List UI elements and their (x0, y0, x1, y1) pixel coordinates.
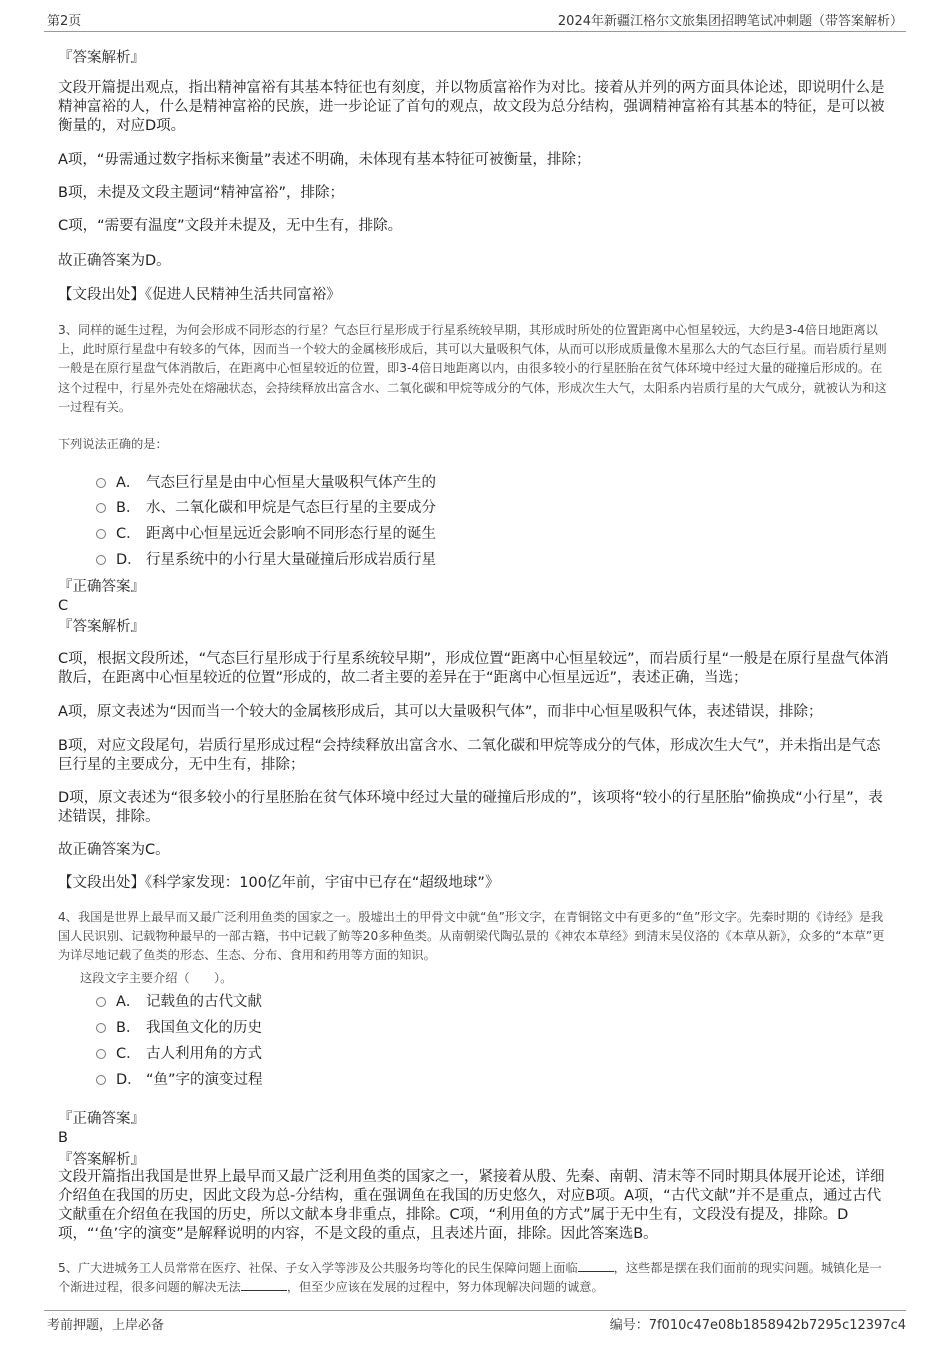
q3-analysis-b: B项，对应文段尾句，岩质行星形成过程“会持续释放出富含水、二氧化碳和甲烷等成分的气体，形成次生大气”，并未指出是气态巨行星的主要成分，无中生有，排除； (58, 738, 881, 773)
q3-analysis-a: A项，原文表述为“因而当一个较大的金属核形成后，其可以大量吸积气体”，而非中心恒星吸积气体，表述错误，排除； (58, 704, 823, 720)
q4-option-d[interactable]: D． “鱼”字的演变过程 (96, 1066, 263, 1090)
q4-answer-heading: 『正确答案』 (58, 1111, 145, 1127)
page-number: 第2页 (47, 14, 82, 29)
option-text: 记载鱼的古代文献 (146, 993, 262, 1010)
q4-analysis-text: 文段开篇指出我国是世界上最早而又最广泛利用鱼类的国家之一，紧接着从殷、先秦、南朝、清末等不同时期具体展开论述，详细介绍鱼在我国的历史，因此文段为总-分结构，重在强调鱼在我国的历史悠久，对应B项。A项，“古代文献”并不是重点，通过古代文献重在介绍鱼在我国的历史，所以文献本身非重点，排除。C项，“利用鱼的方式”属于无中生有，文段没有提及，排除。D项，“‘鱼’字的演变”是解释说明的内容，不是文段的重点，且表述片面，排除。因此答案选B。 (58, 1169, 885, 1242)
option-text: 古人利用角的方式 (146, 1045, 262, 1062)
radio-icon[interactable] (96, 503, 106, 513)
footer-slogan: 考前押题，上岸必备 (47, 1318, 165, 1333)
q4-option-a[interactable]: A． 记载鱼的古代文献 (96, 988, 262, 1012)
q3-conclusion: 故正确答案为C。 (58, 842, 170, 858)
q4-option-c[interactable]: C． 古人利用角的方式 (96, 1040, 262, 1064)
radio-icon[interactable] (96, 1049, 106, 1059)
option-text: 水、二氧化碳和甲烷是气态巨行星的主要成分 (146, 499, 436, 516)
radio-icon[interactable] (96, 1075, 106, 1085)
q2-source: 【文段出处】《促进人民精神生活共同富裕》 (58, 287, 341, 303)
option-text: 距离中心恒星远近会影响不同形态行星的诞生 (146, 525, 436, 542)
q4-analysis-heading: 『答案解析』 (58, 1152, 145, 1168)
q2-analysis-heading: 『答案解析』 (58, 50, 145, 66)
q4-stem: 4、我国是世界上最早而又最广泛利用鱼类的国家之一。殷墟出土的甲骨文中就“鱼”形文字，在青铜铭文中有更多的“鱼”形文字。先秦时期的《诗经》是我国人民识别、记载物种最早的一部古籍，书中记载了鲂等20多种鱼类。从南朝梁代陶弘景的《神农本草经》到清末吴仪洛的《本草从新》，众多的“本草”更为详尽地记载了鱼类的形态、生态、分布、食用和药用等方面的知识。 (58, 910, 885, 963)
header-divider (44, 31, 906, 32)
q3-analysis-d: D项，原文表述为“很多较小的行星胚胎在贫气体环境中经过大量的碰撞后形成的”，该项将“较小的行星胚胎”偷换成“小行星”，表述错误，排除。 (58, 790, 883, 825)
q2-analysis-option-c: C项，“需要有温度”文段并未提及，无中生有，排除。 (58, 218, 403, 234)
q2-analysis-option-a: A项，“毋需通过数字指标来衡量”表述不明确，未体现有基本特征可被衡量，排除； (58, 152, 591, 168)
footer-divider (44, 1310, 906, 1311)
q3-answer: C (58, 598, 69, 614)
fill-blank-2[interactable] (241, 1279, 287, 1291)
q3-analysis-c: C项，根据文段所述，“气态巨行星形成于行星系统较早期”，形成位置“距离中心恒星较远”，而岩质行星“一般是在原行星盘气体消散后，在距离中心恒星较近的位置”形成的，故二者主要的差异在于“距离中心恒星远近”，表述正确，当选； (58, 651, 889, 686)
radio-icon[interactable] (96, 555, 106, 565)
q3-option-d[interactable]: D． 行星系统中的小行星大量碰撞后形成岩质行星 (96, 546, 436, 570)
q2-analysis-text: 文段开篇提出观点，指出精神富裕有其基本特征也有刻度，并以物质富裕作为对比。接着从并列的两方面具体论述，即说明什么是精神富裕的人，什么是精神富裕的民族，进一步论证了首句的观点，故文段为总分结构，强调精神富裕有其基本的特征，是可以被衡量的，对应D项。 (58, 80, 885, 134)
radio-icon[interactable] (96, 997, 106, 1007)
radio-icon[interactable] (96, 478, 106, 488)
q3-answer-heading: 『正确答案』 (58, 579, 145, 595)
q2-conclusion: 故正确答案为D。 (58, 253, 171, 269)
q3-analysis-heading: 『答案解析』 (58, 619, 145, 635)
radio-icon[interactable] (96, 529, 106, 539)
q3-option-a[interactable]: A． 气态巨行星是由中心恒星大量吸积气体产生的 (96, 469, 436, 493)
q4-answer: B (58, 1130, 68, 1146)
q3-stem: 3、同样的诞生过程，为何会形成不同形态的行星？气态巨行星形成于行星系统较早期，其形成时所处的位置距离中心恒星较远，大约是3-4倍日地距离以上，此时原行星盘中有较多的气体，因而当一个较大的金属核形成后，其可以大量吸积气体，从而可以形成质量像木星那么大的气态巨行星。而岩质行星则一般是在原行星盘气体消散后，在距离中心恒星较近的位置，即3-4倍日地距离以内，由很多较小的行星胚胎在贫气体环境中经过大量的碰撞后形成的。在这个过程中，行星外壳处在熔融状态，会持续释放出富含水、二氧化碳和甲烷等成分的气体，形成次生大气，太阳系内岩质行星的大气成分，就被认为和这一过程有关。 (58, 323, 887, 414)
q4-prompt: 这段文字主要介绍（ ）。 (80, 971, 233, 985)
radio-icon[interactable] (96, 1023, 106, 1033)
q2-analysis-option-b: B项，未提及文段主题词“精神富裕”，排除； (58, 185, 344, 201)
option-text: 我国鱼文化的历史 (146, 1019, 262, 1036)
q5-stem: 5、广大进城务工人员常常在医疗、社保、子女入学等涉及公共服务均等化的民生保障问题上面临 ，这些都是摆在我们面前的现实问题。城镇化是一个渐进过程，很多问题的解决无法 ，但至少应该在发展的过程中，努力体现解决问题的诚意。 (58, 1261, 882, 1295)
option-text: 气态巨行星是由中心恒星大量吸积气体产生的 (146, 474, 436, 491)
q3-source: 【文段出处】《科学家发现：100亿年前，宇宙中已存在“超级地球”》 (58, 875, 500, 891)
option-text: “鱼”字的演变过程 (146, 1071, 263, 1088)
option-text: 行星系统中的小行星大量碰撞后形成岩质行星 (146, 551, 436, 568)
q3-prompt: 下列说法正确的是： (58, 437, 168, 451)
q4-option-b[interactable]: B． 我国鱼文化的历史 (96, 1014, 262, 1038)
q3-option-b[interactable]: B． 水、二氧化碳和甲烷是气态巨行星的主要成分 (96, 494, 436, 518)
footer-serial: 编号：7f010c47e08b1858942b7295c12397c4 (609, 1318, 906, 1333)
q3-option-c[interactable]: C． 距离中心恒星远近会影响不同形态行星的诞生 (96, 520, 436, 544)
fill-blank-1[interactable] (578, 1260, 614, 1272)
document-title: 2024年新疆江格尔文旅集团招聘笔试冲刺题（带答案解析） (557, 14, 903, 29)
